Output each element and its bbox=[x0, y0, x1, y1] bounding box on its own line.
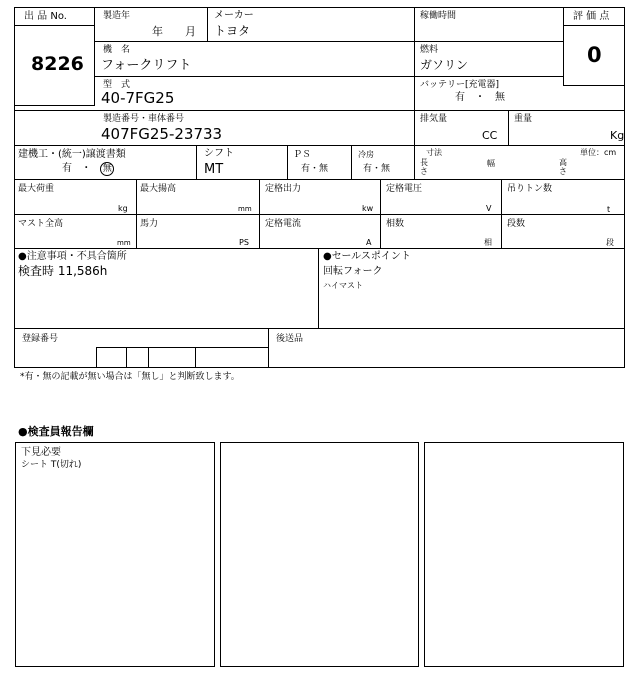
model-name: フォークリフト bbox=[101, 58, 192, 73]
caution-text: 検査時 11,586h bbox=[18, 264, 108, 278]
frame-right-top bbox=[624, 86, 625, 146]
fuel-value: ガソリン bbox=[420, 58, 469, 72]
inspector-note-2: シート T(切れ) bbox=[21, 460, 82, 470]
reg-cells-top bbox=[96, 347, 268, 348]
footnote: *有・無の記載が無い場合は「無し」と判断致します。 bbox=[20, 372, 240, 382]
max-load-label: 最大荷重 bbox=[18, 184, 55, 194]
col-spec1 bbox=[136, 179, 137, 248]
grade-label: 評 価 点 bbox=[573, 11, 610, 22]
rated-output-unit: kw bbox=[362, 204, 374, 213]
row3-bottom bbox=[95, 110, 563, 111]
inspector-section-label: ●検査員報告欄 bbox=[18, 425, 94, 438]
frame-left-top bbox=[14, 106, 15, 146]
displacement-label: 排気量 bbox=[420, 114, 448, 124]
rated-output-label: 定格出力 bbox=[265, 184, 302, 194]
mast-unit: mm bbox=[117, 239, 131, 247]
grade-divider bbox=[563, 25, 625, 26]
max-lift-unit: mm bbox=[238, 205, 252, 213]
weight-unit: Kg bbox=[610, 129, 625, 142]
col-maker bbox=[207, 7, 208, 41]
dims-label: 寸法 bbox=[426, 148, 442, 157]
maker-label: メーカー bbox=[214, 10, 254, 21]
inspector-box-1[interactable] bbox=[15, 442, 215, 667]
docs-sep: ・ bbox=[81, 163, 92, 174]
dims-unit: 単位：cm bbox=[580, 148, 617, 157]
col-dims bbox=[414, 145, 415, 179]
row7-bottom bbox=[14, 248, 625, 249]
rated-current-label: 定格電流 bbox=[265, 219, 302, 229]
inspector-note-1: 下見必要 bbox=[21, 447, 61, 458]
col-shift bbox=[196, 145, 197, 179]
row4-top-left bbox=[14, 110, 95, 111]
inspector-box-3[interactable] bbox=[424, 442, 624, 667]
ps-options: 有・無 bbox=[301, 164, 329, 174]
serial-label: 製造番号・車体番号 bbox=[103, 114, 185, 124]
ps-label: ＰＳ bbox=[293, 150, 312, 160]
phase-label: 相数 bbox=[386, 219, 405, 229]
maker-value: トヨタ bbox=[214, 24, 251, 38]
docs-no-circled: 無 bbox=[100, 162, 114, 176]
docs-options bbox=[62, 162, 114, 176]
col-right bbox=[414, 7, 415, 145]
col-spec4 bbox=[501, 179, 502, 248]
shift-label: シフト bbox=[204, 148, 234, 159]
row6-bottom bbox=[14, 214, 625, 215]
shipped-label: 後送品 bbox=[276, 334, 304, 344]
max-load-unit: kg bbox=[118, 204, 128, 213]
model-name-label: 機 名 bbox=[103, 45, 131, 55]
horsepower-unit: PS bbox=[239, 238, 249, 247]
rated-current-unit: A bbox=[366, 238, 372, 247]
type-label: 型 式 bbox=[103, 80, 131, 90]
hours-label: 稼働時間 bbox=[420, 11, 457, 21]
serial-value: 407FG25-23733 bbox=[101, 125, 223, 143]
reg-cell-1 bbox=[96, 347, 97, 368]
cooling-label: 冷房 bbox=[358, 150, 374, 159]
row5-bottom bbox=[14, 179, 625, 180]
docs-yes: 有 bbox=[62, 163, 72, 174]
mast-label: マスト全高 bbox=[18, 219, 64, 229]
rated-voltage-unit: V bbox=[486, 204, 492, 213]
col-spec3 bbox=[380, 179, 381, 248]
type-value: 40-7FG25 bbox=[101, 89, 175, 107]
weight-label: 重量 bbox=[514, 114, 533, 124]
hoist-label: 吊りトン数 bbox=[507, 184, 553, 194]
caution-label: ●注意事項・不具合箇所 bbox=[18, 251, 127, 262]
hoist-unit: t bbox=[607, 205, 611, 214]
row4-top-right bbox=[563, 110, 625, 111]
col-cool bbox=[351, 145, 352, 179]
battery-label: バッテリー[充電器] bbox=[420, 80, 500, 90]
col-notes bbox=[318, 248, 319, 328]
notes-bottom bbox=[14, 328, 625, 329]
reg-cell-2 bbox=[126, 347, 127, 368]
rated-voltage-label: 定格電圧 bbox=[386, 184, 423, 194]
lot-no-divider bbox=[14, 25, 95, 26]
row2-bottom bbox=[95, 76, 563, 77]
stages-label: 段数 bbox=[507, 219, 526, 229]
cooling-options: 有・無 bbox=[363, 164, 391, 174]
docs-label: 建機工・(統一)譲渡書類 bbox=[18, 149, 126, 160]
phase-unit: 相 bbox=[484, 238, 492, 247]
battery-options: 有 ・ 無 bbox=[455, 92, 505, 103]
lot-no-label: 出 品 No. bbox=[24, 11, 67, 22]
horsepower-label: 馬力 bbox=[140, 219, 159, 229]
reg-label: 登録番号 bbox=[22, 334, 59, 344]
fuel-label: 燃料 bbox=[420, 45, 439, 55]
sales-line1: 回転フォーク bbox=[323, 266, 383, 277]
col-spec2 bbox=[259, 179, 260, 248]
col-shipped bbox=[268, 328, 269, 368]
sales-line2: ハイマスト bbox=[323, 281, 363, 290]
dims-width: 幅 bbox=[487, 159, 495, 168]
reg-cell-3 bbox=[148, 347, 149, 368]
max-lift-label: 最大揚高 bbox=[140, 184, 177, 194]
displacement-unit: CC bbox=[482, 129, 498, 142]
shift-value: MT bbox=[204, 162, 224, 177]
grade-value: 0 bbox=[587, 43, 602, 67]
dims-length: 長 さ bbox=[420, 158, 428, 176]
stages-unit: 段 bbox=[606, 238, 614, 247]
col-weight bbox=[508, 110, 509, 145]
inspector-box-2[interactable] bbox=[220, 442, 419, 667]
top-border bbox=[95, 7, 563, 8]
year-label: 製造年 bbox=[103, 11, 131, 21]
sales-label: ●セールスポイント bbox=[323, 251, 411, 262]
col-ps bbox=[287, 145, 288, 179]
lot-no: 8226 bbox=[31, 53, 84, 75]
dims-height: 高 さ bbox=[559, 158, 567, 176]
year-month: 年 月 bbox=[152, 25, 196, 38]
row1-bottom bbox=[95, 41, 563, 42]
reg-cell-4 bbox=[195, 347, 196, 368]
